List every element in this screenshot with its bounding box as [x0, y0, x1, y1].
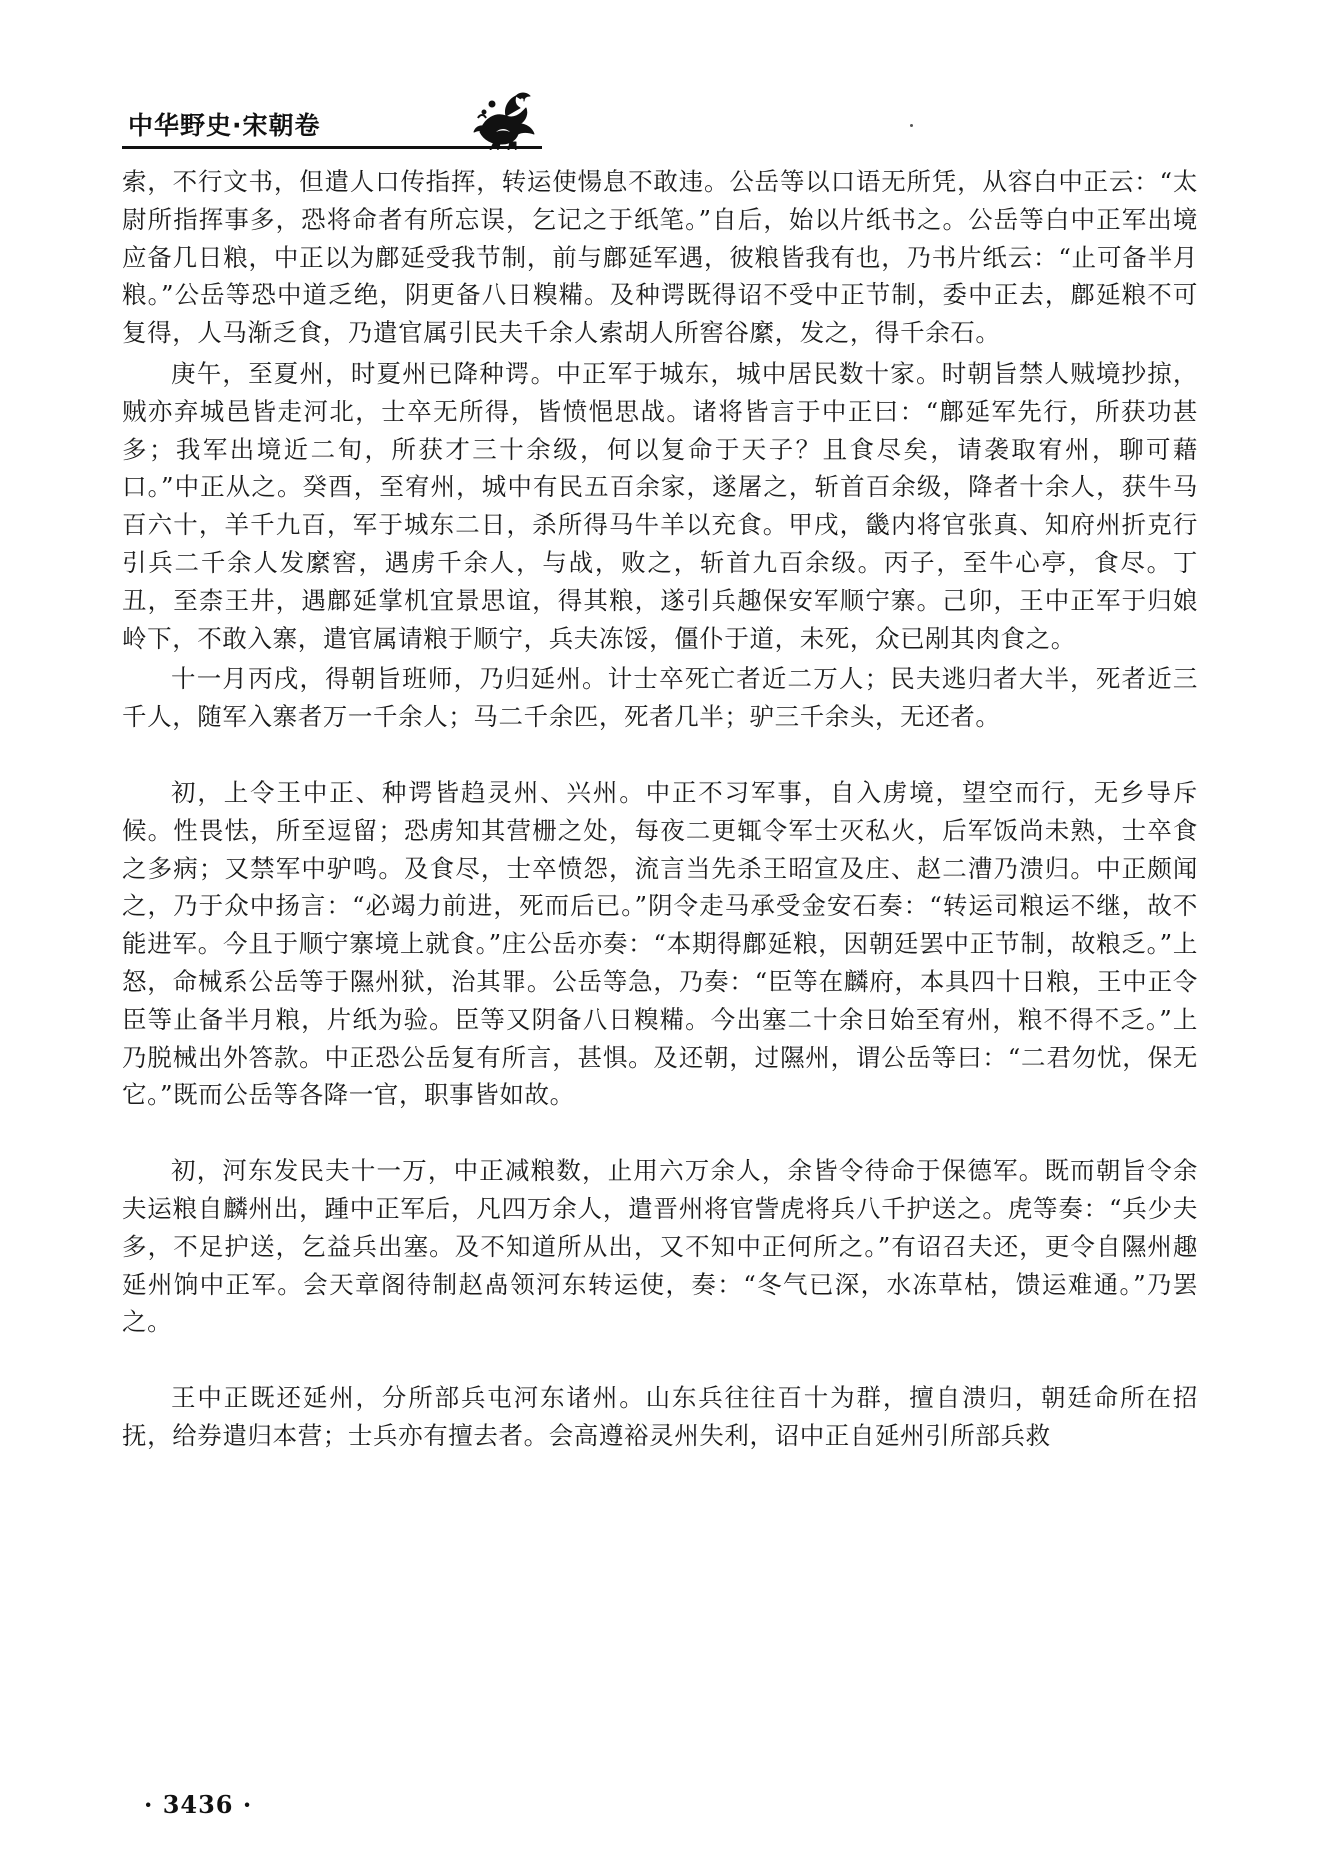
paragraph: 十一月丙戌，得朝旨班师，乃归延州。计士卒死亡者近二万人；民夫逃归者大半，死者近三千人，随军入寨者万一千余人；马二千余匹，死者几半；驴三千余头，无还者。 — [122, 664, 1198, 732]
main-text — [122, 163, 1198, 1455]
dragon-emblem-icon — [470, 88, 540, 150]
paragraph: 索，不行文书，但遣人口传指挥，转运使愓息不敢违。公岳等以口语无所凭，从容白中正云：“太尉所指挥事多，恐将命者有所忘误，乞记之于纸笔。”自后，始以片纸书之。公岳等白中正军出境应备几日粮，中正以为鄜延受我节制，前与鄜延军遇，彼粮皆我有也，乃书片纸云：“止可备半月粮。”公岳等恐中道乏绝，阴更备八日糗糒。及种谔既得诏不受中正节制，委中正去，鄜延粮不可复得，人马渐乏食，乃遣官属引民夫千余人索胡人所窖谷縻，发之，得千余石。 — [122, 167, 1198, 348]
paragraph: 庚午，至夏州，时夏州已降种谔。中正军于城东，城中居民数十家。时朝旨禁人贼境抄掠，贼亦弃城邑皆走河北，士卒无所得，皆愤悒思战。诸将皆言于中正曰：“鄜延军先行，所获功甚多；我军出境近二旬，所获才三十余级，何以复命于天子？且食尽矣，请袭取宥州，聊可藉口。”中正从之。癸酉，至宥州，城中有民五百余家，遂屠之，斩首百余级，降者十余人，获牛马百六十，羊千九百，军于城东二日，杀所得马牛羊以充食。甲戌，畿内将官张真、知府州折克行引兵二千余人发縻窖，遇虏千余人，与战，败之，斩首九百余级。丙子，至牛心亭，食尽。丁丑，至柰王井，遇鄜延掌机宜景思谊，得其粮，遂引兵趣保安军顺宁寨。己卯，王中正军于归娘岭下，不敢入寨，遣官属请粮于顺宁，兵夫冻馁，僵仆于道，未死，众已剐其肉食之。 — [122, 358, 1198, 653]
paragraph: 初，河东发民夫十一万，中正减粮数，止用六万余人，余皆令待命于保德军。既而朝旨令余夫运粮自麟州出，踵中正军后，凡四万余人，遣晋州将官訾虎将兵八千护送之。虎等奏：“兵少夫多，不足护送，乞益兵出塞。及不知道所从出，又不知中正何所之。”有诏召夫还，更令自隰州趣延州饷中正军。会天章阁待制赵卨领河东转运使，奏：“冬气已深，水冻草枯，馈运难通。”乃罢之。 — [122, 1156, 1198, 1337]
running-header — [122, 92, 542, 152]
paragraph: 初，上令王中正、种谔皆趋灵州、兴州。中正不习军事，自入虏境，望空而行，无乡导斥候。性畏怯，所至逗留；恐虏知其营栅之处，每夜二更辄令军士灭私火，后军饭尚未熟，士卒食之多病；又禁军中驴鸣。及食尽，士卒愤怨，流言当先杀王昭宣及庄、赵二漕乃溃归。中正颇闻之，乃于众中扬言：“必竭力前进，死而后已。”阴令走马承受金安石奏：“转运司粮运不继，故不能进军。今且于顺宁寨境上就食。”庄公岳亦奏：“本期得鄜延粮，因朝廷罢中正节制，故粮乏。”上怒，命械系公岳等于隰州狱，治其罪。公岳等急，乃奏：“臣等在麟府，本具四十日粮，王中正令臣等止备半月粮，片纸为验。臣等又阴备八日糗糒。今出塞二十余日始至宥州，粮不得不乏。”上乃脱械出外答款。中正恐公岳复有所言，甚惧。及还朝，过隰州，谓公岳等曰：“二君勿忧，保无它。”既而公岳等各降一官，职事皆如故。 — [122, 777, 1198, 1110]
page-number: · 3436 · — [144, 1790, 253, 1819]
print-speck — [910, 124, 913, 127]
book-title: 中华野史·宋朝卷 — [128, 111, 321, 140]
header-rule — [122, 146, 542, 149]
paragraph: 王中正既还延州，分所部兵屯河东诸州。山东兵往往百十为群，擅自溃归，朝廷命所在招抚，给券遣归本营；士兵亦有擅去者。会高遵裕灵州失利，诏中正自延州引所部兵救 — [122, 1383, 1198, 1450]
